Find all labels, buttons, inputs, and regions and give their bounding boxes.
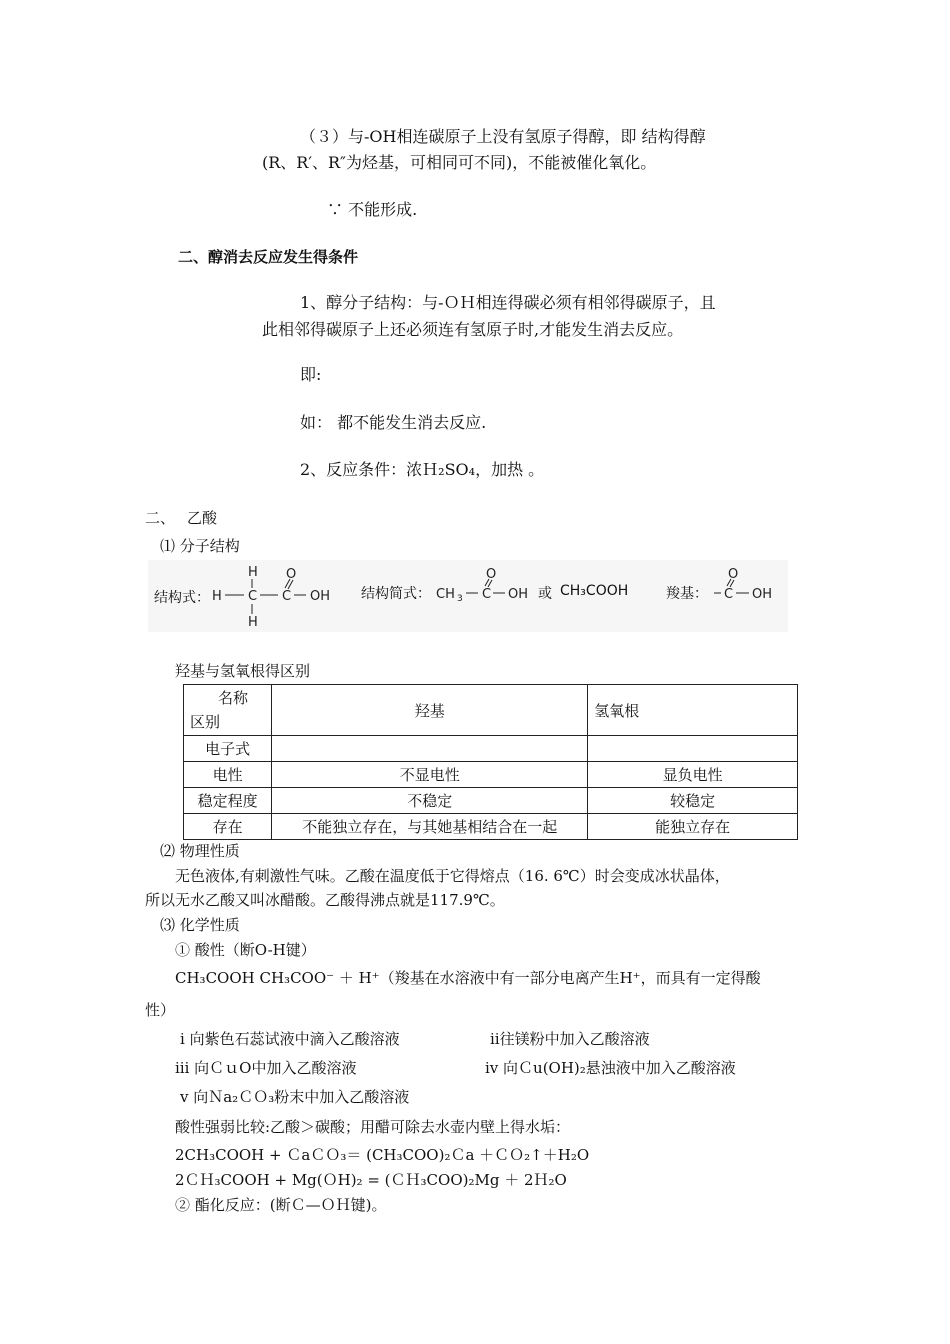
svg-text:O: O bbox=[486, 567, 497, 582]
structural-formula-diagram bbox=[208, 560, 338, 632]
column-header-hydroxide: 氢氧根 bbox=[588, 685, 798, 736]
alcohol-p3-line2: (R、R′、R″为烃基，可相同可不同)，不能被催化氧化。 bbox=[262, 153, 657, 172]
experiment-iii: ⅲ 向ＣｕO中加入乙酸溶液 bbox=[175, 1059, 357, 1077]
comparison-table bbox=[183, 684, 798, 840]
experiment-ii: ⅱ往镁粉中加入乙酸溶液 bbox=[490, 1030, 650, 1048]
column-header-hydroxyl: 羟基 bbox=[272, 685, 588, 736]
cell-hydroxyl: 不能独立存在，与其她基相结合在一起 bbox=[272, 814, 588, 840]
svg-text:C: C bbox=[248, 589, 258, 604]
cell-hydroxyl: 不稳定 bbox=[272, 788, 588, 814]
struct-simple-label: 结构简式： bbox=[361, 586, 431, 602]
table-header-row bbox=[184, 685, 798, 736]
simplified-structure-diagram bbox=[436, 566, 536, 616]
cell-hydroxide bbox=[588, 736, 798, 762]
table-row bbox=[184, 762, 798, 788]
experiment-v: ⅴ 向Ｎa₂ＣＯ₃粉末中加入乙酸溶液 bbox=[180, 1088, 410, 1106]
acetic-heading: 乙酸 bbox=[187, 509, 218, 527]
svg-text:H: H bbox=[248, 565, 258, 580]
esterification-title: ② 酯化反应：(断Ｃ—ＯＨ键)。 bbox=[175, 1196, 387, 1214]
ionization-line2: 性） bbox=[145, 1001, 176, 1019]
svg-text:C: C bbox=[282, 589, 292, 604]
acidity-title: ① 酸性（断O-H键） bbox=[175, 941, 316, 959]
row-label: 电性 bbox=[184, 762, 272, 788]
struct-label: 结构式： bbox=[154, 590, 210, 606]
cell-hydroxyl: 不显电性 bbox=[272, 762, 588, 788]
row-label: 稳定程度 bbox=[184, 788, 272, 814]
table-caption: 羟基与氢氧根得区别 bbox=[175, 662, 311, 680]
svg-text:CH: CH bbox=[436, 587, 455, 602]
svg-text:C: C bbox=[482, 587, 492, 602]
experiment-i: ⅰ 向紫色石蕊试液中滴入乙酸溶液 bbox=[180, 1030, 400, 1048]
svg-text:OH: OH bbox=[752, 587, 773, 602]
svg-text:O: O bbox=[286, 567, 297, 582]
struct-simple-alt: CH₃COOH bbox=[560, 583, 629, 599]
section-title-elimination: 二、醇消去反应发生得条件 bbox=[178, 248, 359, 266]
cell-hydroxide: 较稳定 bbox=[588, 788, 798, 814]
ru-line: 如： 都不能发生消去反应. bbox=[300, 413, 487, 432]
svg-text:H: H bbox=[248, 615, 258, 630]
table-row bbox=[184, 814, 798, 840]
table-row bbox=[184, 788, 798, 814]
table-corner-cell bbox=[184, 685, 272, 736]
condition2-line: 2、反应条件：浓Ｈ₂SO₄，加热 。 bbox=[300, 460, 545, 479]
equation-2: 2ＣＨ₃COOH + Mg(ＯH)₂ = (ＣＨ₃COO)₂Mg ＋ 2Ｈ₂O bbox=[175, 1171, 567, 1189]
corner-bottom: 区别 bbox=[190, 713, 221, 731]
subheading-physical: ⑵ 物理性质 bbox=[160, 842, 240, 860]
corner-top: 名称 bbox=[218, 689, 249, 707]
structure-formula-figure bbox=[148, 560, 788, 632]
svg-text:3: 3 bbox=[457, 594, 463, 604]
subheading-structure: ⑴ 分子结构 bbox=[160, 537, 240, 555]
physical-line2: 所以无水乙酸又叫冰醋酸。乙酸得沸点就是117.9℃。 bbox=[145, 891, 505, 909]
physical-line1: 无色液体,有刺激性气味。乙酸在温度低于它得熔点（16. 6℃）时会变成冰状晶体， bbox=[175, 867, 730, 885]
cell-hydroxyl bbox=[272, 736, 588, 762]
cell-hydroxide: 显负电性 bbox=[588, 762, 798, 788]
ji-line: 即: bbox=[300, 365, 322, 384]
row-label: 电子式 bbox=[184, 736, 272, 762]
because-line: ∵ 不能形成. bbox=[327, 200, 418, 219]
ionization-line1: CH₃COOH CH₃COO⁻ ＋ H⁺（羧基在水溶液中有一部分电离产生H⁺，而具有一定得酸 bbox=[175, 969, 761, 987]
svg-text:OH: OH bbox=[508, 587, 529, 602]
condition1-line1: 1、醇分子结构：与-ＯＨ相连得碳必须有相邻得碳原子，且 bbox=[300, 293, 716, 312]
subheading-chemical: ⑶ 化学性质 bbox=[160, 916, 240, 934]
svg-text:O: O bbox=[728, 567, 739, 582]
carboxyl-label: 羧基： bbox=[666, 586, 708, 602]
alcohol-p3-line1: （３）与-OH相连碳原子上没有氢原子得醇，即 结构得醇 bbox=[300, 127, 706, 146]
row-label: 存在 bbox=[184, 814, 272, 840]
svg-text:C: C bbox=[724, 587, 734, 602]
acetic-heading-number: 二、 bbox=[145, 509, 176, 527]
struct-or: 或 bbox=[538, 586, 552, 602]
svg-text:OH: OH bbox=[310, 589, 331, 604]
acidity-compare: 酸性强弱比较:乙酸＞碳酸；用醋可除去水壶内壁上得水垢： bbox=[175, 1118, 571, 1136]
cell-hydroxide: 能独立存在 bbox=[588, 814, 798, 840]
svg-text:H: H bbox=[212, 589, 222, 604]
carboxyl-diagram bbox=[714, 566, 784, 616]
experiment-iv: ⅳ 向Ｃu(OH)₂悬浊液中加入乙酸溶液 bbox=[485, 1059, 736, 1077]
table-row bbox=[184, 736, 798, 762]
condition1-line2: 此相邻得碳原子上还必须连有氢原子时,才能发生消去反应。 bbox=[262, 320, 684, 339]
equation-1: 2CH₃COOH + ＣaＣＯ₃＝ (CH₃COO)₂Ｃa ＋ＣＯ₂↑＋H₂O bbox=[175, 1146, 590, 1164]
